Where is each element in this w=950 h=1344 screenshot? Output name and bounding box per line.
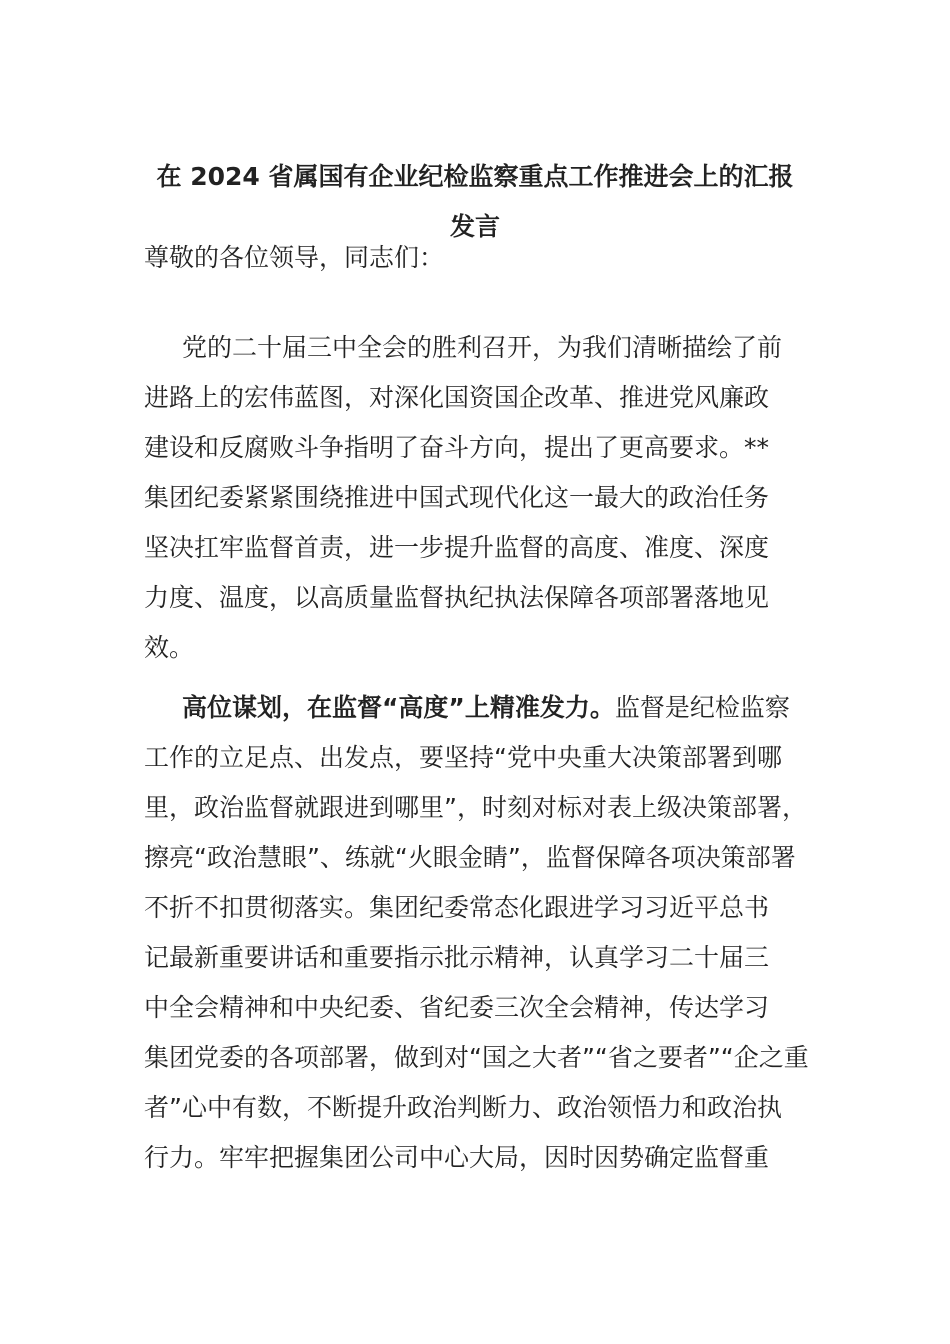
paragraph2-line: 工作的立足点、出发点，要坚持“党中央重大决策部署到哪 [144,743,782,772]
paragraph2-heading: 高位谋划，在监督“高度”上精准发力。 [182,693,615,722]
salutation: 尊敬的各位领导，同志们： [144,243,445,272]
paragraph1-line: 力度、温度，以高质量监督执纪执法保障各项部署落地见 [144,583,770,612]
paragraph2-line: 集团党委的各项部署，做到对“国之大者”“省之要者”“企之重 [144,1043,809,1072]
paragraph2-line: 者”心中有数，不断提升政治判断力、政治领悟力和政治执 [144,1093,782,1122]
title-line-1: 在 2024 省属国有企业纪检监察重点工作推进会上的汇报 [156,162,794,191]
paragraph1-line: 党的二十届三中全会的胜利召开，为我们清晰描绘了前 [182,333,783,362]
paragraph1-line: 效。 [144,633,195,662]
paragraph2-first-line [182,693,790,723]
paragraph2-line: 记最新重要讲话和重要指示批示精神，认真学习二十届三 [144,943,770,972]
document-title [130,152,820,252]
paragraph2-line: 不折不扣贯彻落实。集团纪委常态化跟进学习习近平总书 [144,893,770,922]
paragraph1-line: 坚决扛牢监督首责，进一步提升监督的高度、准度、深度 [144,533,770,562]
title-line-2: 发言 [449,212,500,241]
paragraph2-line: 里，政治监督就跟进到哪里”，时刻对标对表上级决策部署， [144,793,807,822]
paragraph1-line: 建设和反腐败斗争指明了奋斗方向，提出了更高要求。** [144,433,770,462]
paragraph2-line: 擦亮“政治慧眼”、练就“火眼金睛”，监督保障各项决策部署 [144,843,796,872]
paragraph2-line: 行力。牢牢把握集团公司中心大局，因时因势确定监督重 [144,1143,770,1172]
paragraph2-first-line-text: 监督是纪检监察 [614,693,790,722]
paragraph1-line: 集团纪委紧紧围绕推进中国式现代化这一最大的政治任务 [144,483,770,512]
paragraph1-line: 进路上的宏伟蓝图，对深化国资国企改革、推进党风廉政 [144,383,770,412]
paragraph2-line: 中全会精神和中央纪委、省纪委三次全会精神，传达学习 [144,993,770,1022]
